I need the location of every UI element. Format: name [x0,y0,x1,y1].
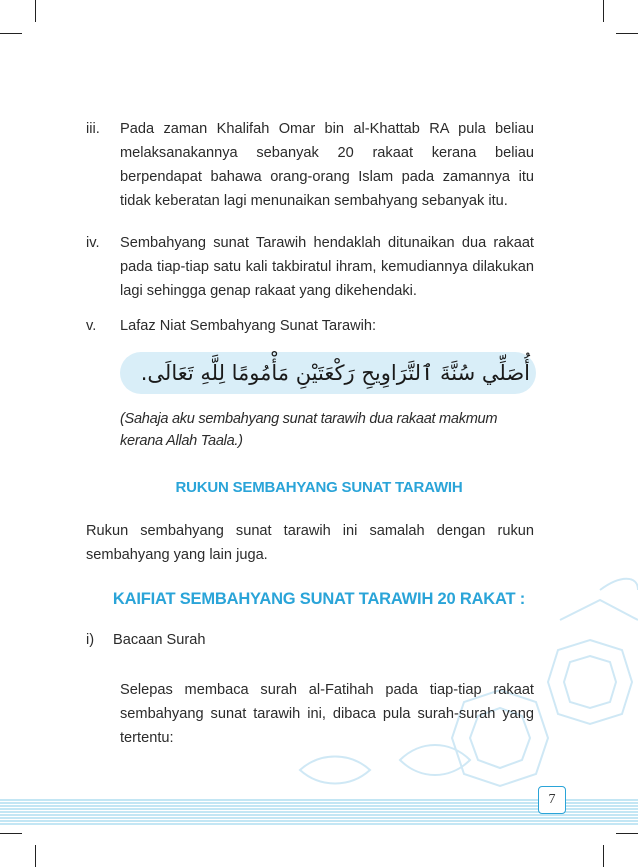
text-line: pada tiap-tiap satu kali takbiratul ihram, kemudiannya dilakukan [120,259,534,275]
sub-item-label: i) [86,632,95,648]
sub-item-title: Bacaan Surah [113,632,206,648]
text-line: sembahyang yang lain juga. [86,547,268,563]
translation-line: kerana Allah Taala.) [120,433,243,449]
arabic-niat-text: أُصَلِّي سُنَّةَ ٱلتَّرَاوِيحِ رَكْعَتَيْنِ مَأْمُومًا لِلَّهِ تَعَالَى. [140,361,530,385]
item-v-text: Lafaz Niat Sembahyang Sunat Tarawih: [120,318,377,334]
item-iv-label: iv. [86,235,100,251]
item-iii-label: iii. [86,121,100,137]
text-line: Selepas membaca surah al-Fatihah pada tiap-tiap rakaat [120,682,534,698]
text-line: melaksanakannya sebanyak 20 rakaat kerana beliau [120,145,534,161]
text-line: Rukun sembahyang sunat tarawih ini samalah dengan rukun [86,523,534,539]
kaifiat-text [120,678,534,750]
text-line: tidak keberatan lagi menunaikan sembahyang sebanyak itu. [120,193,508,209]
translation-line: (Sahaja aku sembahyang sunat tarawih dua rakaat makmum [120,411,498,427]
text-line: Pada zaman Khalifah Omar bin al-Khattab RA pula beliau [120,121,534,137]
item-iii-text [120,117,534,213]
page-number: 7 [538,786,566,814]
text-line: lagi sehingga genap rakaat yang dikehendaki. [120,283,417,299]
text-line: berpendapat bahawa orang-orang Islam pada zamannya itu [120,169,534,185]
niat-translation [120,408,540,452]
text-line: tertentu: [120,730,174,746]
text-line: Sembahyang sunat Tarawih hendaklah ditunaikan dua rakaat [120,235,534,251]
item-iv-text [120,231,534,303]
item-v-label: v. [86,318,97,334]
rukun-heading: RUKUN SEMBAHYANG SUNAT TARAWIH [175,479,463,496]
kaifiat-heading: KAIFIAT SEMBAHYANG SUNAT TARAWIH 20 RAKAT : [112,590,526,608]
text-line: sembahyang sunat tarawih ini, dibaca pula surah-surah yang [120,706,534,722]
rukun-text [86,519,534,567]
